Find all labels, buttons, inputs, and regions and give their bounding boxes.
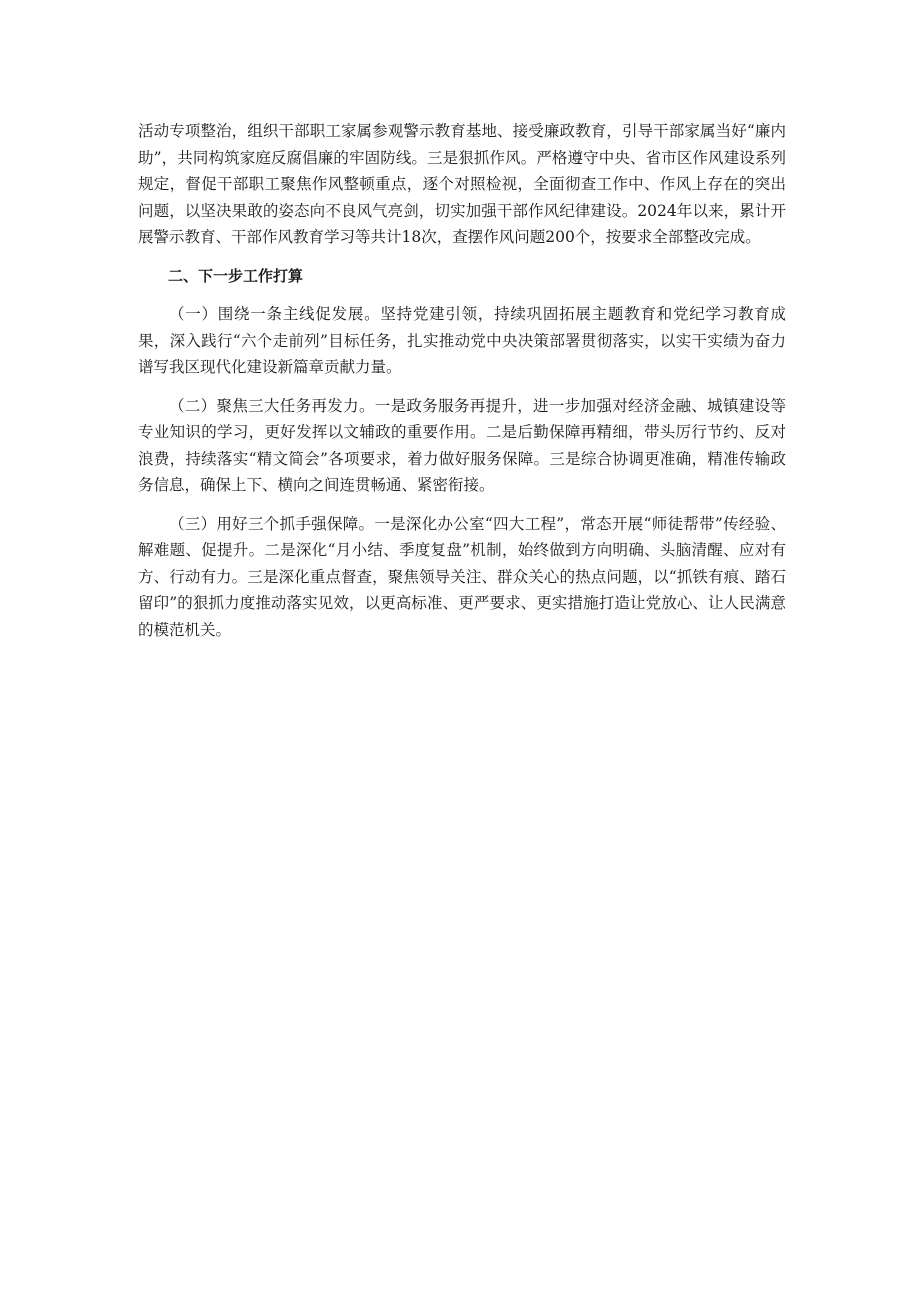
paragraph-item-1: （一）围绕一条主线促发展。坚持党建引领，持续巩固拓展主题教育和党纪学习教育成果，深入践行“六个走前列”目标任务，扎实推动党中央决策部署贯彻落实，以实干实绩为奋力谱写我区现代化建设新篇章贡献力量。 [138, 305, 786, 376]
document-body [138, 118, 786, 655]
paragraph-item-3: （三）用好三个抓手强保障。一是深化办公室“四大工程”，常态开展“师徒帮带”传经验、解难题、促提升。二是深化“月小结、季度复盘”机制，始终做到方向明确、头脑清醒、应对有方、行动有力。三是深化重点督查，聚焦领导关注、群众关心的热点问题，以“抓铁有痕、踏石留印”的狠抓力度推动落实见效，以更高标准、更严要求、更实措施打造让党放心、让人民满意的模范机关。 [138, 514, 786, 639]
section-heading: 二、下一步工作打算 [168, 266, 304, 285]
paragraph-continuation: 活动专项整治，组织干部职工家属参观警示教育基地、接受廉政教育，引导干部家属当好“廉内助”，共同构筑家庭反腐倡廉的牢固防线。三是狠抓作风。严格遵守中央、省市区作风建设系列规定，督促干部职工聚焦作风整顿重点，逐个对照检视，全面彻查工作中、作风上存在的突出问题，以坚决果敢的姿态向不良风气亮剑，切实加强干部作风纪律建设。2024年以来，累计开展警示教育、干部作风教育学习等共计18次，查摆作风问题200个，按要求全部整改完成。 [138, 122, 786, 246]
paragraph-item-2: （二）聚焦三大任务再发力。一是政务服务再提升，进一步加强对经济金融、城镇建设等专业知识的学习，更好发挥以文辅政的重要作用。二是后勤保障再精细，带头厉行节约、反对浪费，持续落实“精文简会”各项要求，着力做好服务保障。三是综合协调更准确，精准传输政务信息，确保上下、横向之间连贯畅通、紧密衔接。 [138, 396, 786, 494]
